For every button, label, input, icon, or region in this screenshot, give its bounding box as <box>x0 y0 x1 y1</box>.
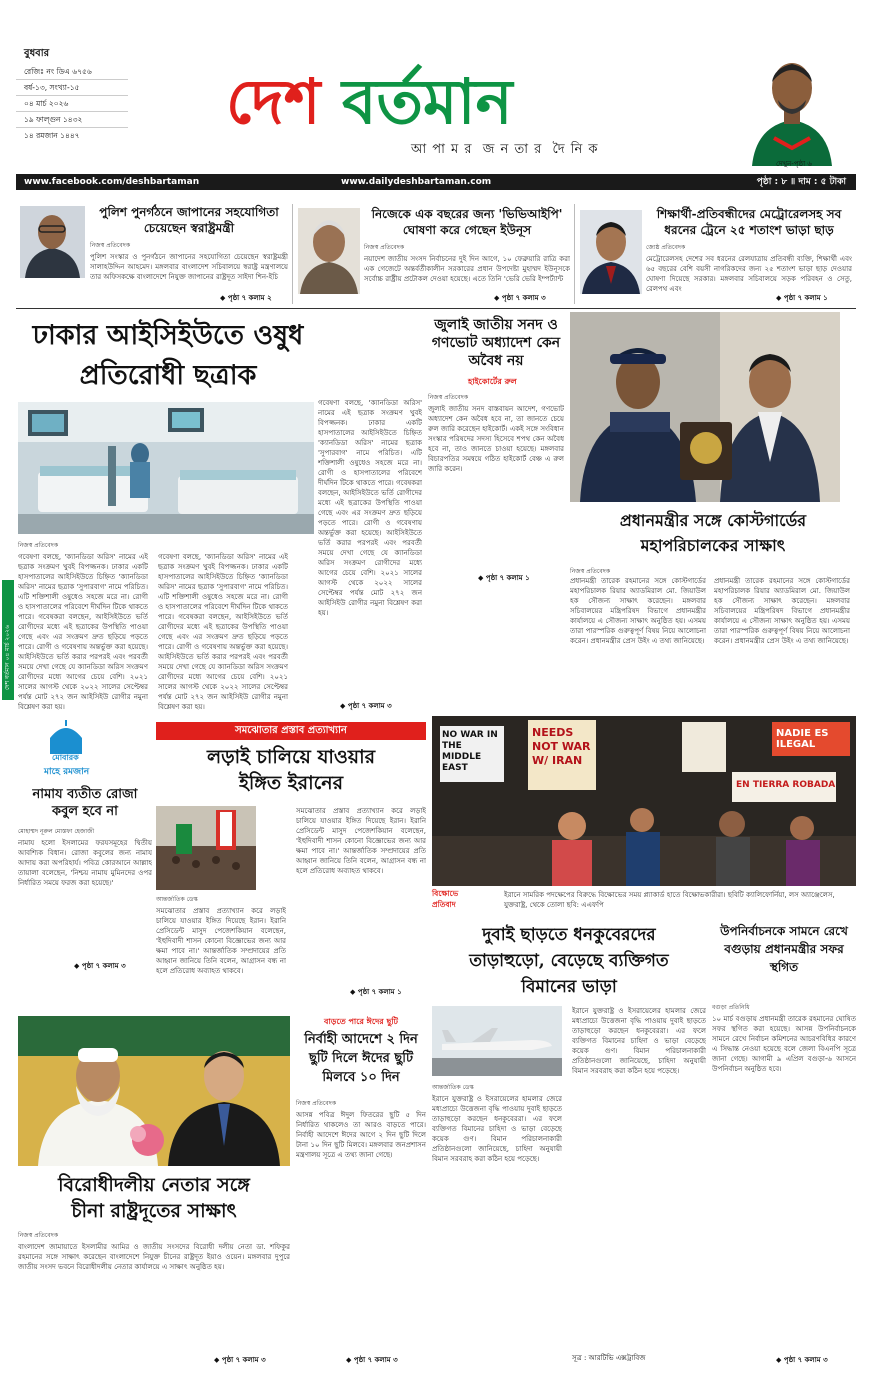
body-text-col2: প্রধানমন্ত্রী তারেক রহমানের সঙ্গে কোস্টগার্ডের মহাপরিচালক রিয়ার অ্যাডমিরাল মো. জিয়াউল হক সৌজন্য সাক্ষাৎ করেছেন। মঙ্গলবার সচিবালয়ের মন্ত্রিপরিষদ বিভাগে প্রধানমন্ত্রীর কার্যালয়ে এ সৌজন্য সাক্ষাৎ অনুষ্ঠিত হয়। এসময় তারা পারস্পরিক গুরুত্বপূর্ণ বিষয় নিয়ে আলোচনা করেন। প্রধানমন্ত্রীর প্রেস উইং এ তথ্য জানিয়েছে। <box>714 577 850 645</box>
coastguard-headline[interactable] <box>570 508 856 558</box>
reporter: নিজস্ব প্রতিবেদক <box>296 1100 337 1107</box>
headline[interactable]: নিজেকে এক বছরের জন্য 'ভিভিআইপি' ঘোষণা করে গেছেন ইউনূস <box>371 207 563 237</box>
minister-photo <box>20 206 85 278</box>
headline-line: বিমানের ভাড়া <box>521 977 617 997</box>
day-label: বুধবার <box>24 48 50 59</box>
body-text: ১০ মার্চ বগুড়ায় প্রধানমন্ত্রী তারেক রহমানের ঘোষিত সফর স্থগিত করা হয়েছে। আসন্ন উপনির্বাচনকে সামনে রেখে নির্বাচন কমিশনের আচরণবিধির কারণে এ সিদ্ধান্ত নেওয়া হয়েছে বলে জেলা বিএনপি সূত্রে জানা গেছে। আগামী ৯ এপ্রিল বগুড়া-৬ আসনে উপনির্বাচন অনুষ্ঠিত হবে। <box>712 1015 856 1073</box>
see-page-label: দেখুন-পৃষ্ঠা ৬ <box>776 160 812 168</box>
source-line: সূত্র : আরটিভি এক্সট্রাবিজ <box>572 1354 646 1362</box>
lead-headline[interactable] <box>18 316 318 396</box>
placard-text-1: NO WAR IN THE MIDDLE EAST <box>442 730 498 773</box>
yunus-photo <box>298 208 360 294</box>
jump-text: পৃষ্ঠা ৭ কলাম ১ <box>485 574 530 582</box>
coastguard-photo <box>570 312 840 502</box>
info-bar <box>16 174 856 190</box>
headline-line: বিরোধীদলীয় নেতার সঙ্গে <box>58 1174 250 1196</box>
headline[interactable]: নামায ব্যতীত রোজা কবুল হবে না <box>32 787 138 819</box>
website-link[interactable]: www.dailydeshbartaman.com <box>341 177 492 187</box>
iran-rally-photo <box>156 806 256 890</box>
date-block <box>16 64 128 143</box>
headline-line: তাড়াহুড়ো, বেড়েছে ব্যক্তিগত <box>469 951 669 971</box>
volume-number: বর্ষ-১৩, সংখ্যা-১৫ <box>16 80 128 96</box>
body-text: জুলাই জাতীয় সনদ বাস্তবায়ন আদেশ, গণভোট অধ্যাদেশ কেন অবৈধ হবে না, তা জানতে চেয়ে রুল জারি করেছেন হাইকোর্ট। একই সঙ্গে সংবিধান সংস্কার পরিষদের সদস্য হিসেবে শপথ কেন অবৈধ হবে না, তাও জানতে চাওয়া হয়েছে। মঙ্গলবার বিচারপতির সমন্বয়ে গঠিত হাইকোর্ট বেঞ্চ এ রুল জারি করেন। <box>428 405 564 473</box>
jump-line[interactable]: ◆ পৃষ্ঠা ৭ কলাম ৩ <box>776 1356 828 1364</box>
headline-line: ছুটি দিলে ঈদের ছুটি <box>308 1051 414 1066</box>
jump-line[interactable]: ◆ পৃষ্ঠা ৭ কলাম ১ <box>350 988 402 996</box>
photo-tag <box>432 888 498 912</box>
opposition-photo <box>18 1016 290 1166</box>
placard-text-2: NEEDS NOT WAR W/ IRAN <box>532 726 591 767</box>
kicker: বাড়তে পারে ঈদের ছুটি <box>324 1017 398 1026</box>
masthead <box>16 44 856 174</box>
eid-headline[interactable] <box>296 1030 426 1087</box>
icu-photo <box>18 402 314 534</box>
jump-text: পৃষ্ঠা ৭ কলাম ৩ <box>783 1356 828 1364</box>
headline-line: প্রতিরোধী ছত্রাক <box>79 360 257 391</box>
jump-text: পৃষ্ঠা ৭ কলাম ৩ <box>81 962 126 970</box>
headline-line: মিলবে ১০ দিন <box>322 1070 400 1085</box>
headline-line: চীনা রাষ্ট্রদূতের সাক্ষাৎ <box>71 1200 237 1222</box>
reporter: নিজস্ব প্রতিবেদক <box>428 394 469 401</box>
lead-body-col2: গবেষণা বলছে, 'ক্যানডিডা অরিস' নামের এই ছত্রাক সংক্রমণ খুবই বিপজ্জনক। ঢাকার একটি হাসপাতালের আইসিইউতে চিহ্নিত 'ক্যানডিডা অরিস' নামের ছত্রাক 'সুপারবাগ' নামে পরিচিত। এটি শক্তিশালী ওষুধেও সহজে মরে না। রোগী ও হাসপাতালের পরিবেশে দীর্ঘদিন টিকে থাকতে পারে। গবেষকরা বলছেন, আইসিইউতে ভর্তি রোগীদের মধ্যে এই ছত্রাকের উপস্থিতি পাওয়া গেছে এবং এর সংক্রমণ দ্রুত ছড়িয়ে পড়তে পারে। রোগী ও গবেষণায় অন্তর্ভুক্ত করা হয়েছে। আইসিইউতে ভর্তি করার পরপরই এবং পরবর্তী সময়ে দেখা গেছে যে ক্যানডিডা অরিস সংক্রমণ রোগীদের মধ্যে আগের চেয়ে বেশি। ২০২১ সালের আগস্ট থেকে ২০২২ সালের সেপ্টেম্বর পর্যন্ত মোট ২৭২ জন আইসিইউ রোগীর নমুনা বিশ্লেষণ করা হয়। <box>158 553 288 711</box>
jump-text: পৃষ্ঠা ৭ কলাম ২ <box>227 294 272 302</box>
jump-line[interactable]: ◆ পৃষ্ঠা ৭ কলাম ৩ <box>74 962 126 970</box>
photo-caption <box>504 890 854 910</box>
body-text: সমঝোতার প্রস্তাব প্রত্যাখ্যান করে লড়াই চালিয়ে যাওয়ার ইঙ্গিত দিয়েছে ইরান। ইরানি প্রেসিডেন্ট মাসুদ পেজেশকিয়ান বলেছেন, 'ইহুদিবাদী শাসন কোনো বিজ্ঞোভের জন্য আর ক্ষমা পাবে না।' আন্তর্জাতিক সম্প্রদায়ের প্রতি আহ্বান জানিয়ে তিনি বলেন, আগ্রাসন বন্ধ না হলে প্রতিরোধ অব্যাহত থাকবে। <box>156 907 286 975</box>
lead-body-col1: গবেষণা বলছে, 'ক্যানডিডা অরিস' নামের এই ছত্রাক সংক্রমণ খুবই বিপজ্জনক। ঢাকার একটি হাসপাতালের আইসিইউতে চিহ্নিত 'ক্যানডিডা অরিস' নামের ছত্রাক 'সুপারবাগ' নামে পরিচিত। এটি শক্তিশালী ওষুধেও সহজে মরে না। রোগী ও হাসপাতালের পরিবেশে দীর্ঘদিন টিকে থাকতে পারে। গবেষকরা বলছেন, আইসিইউতে ভর্তি রোগীদের মধ্যে এই ছত্রাকের উপস্থিতি পাওয়া গেছে এবং এর সংক্রমণ দ্রুত ছড়িয়ে পড়তে পারে। রোগী ও গবেষণায় অন্তর্ভুক্ত করা হয়েছে। আইসিইউতে ভর্তি করার পরপরই এবং পরবর্তী সময়ে দেখা গেছে যে ক্যানডিডা অরিস সংক্রমণ রোগীদের মধ্যে আগের চেয়ে বেশি। ২০২১ সালের আগস্ট থেকে ২০২২ সালের সেপ্টেম্বর পর্যন্ত মোট ২৭২ জন আইসিইউ রোগীর নমুনা বিশ্লেষণ করা হয়। <box>18 553 148 711</box>
side-page-strip <box>2 580 14 700</box>
photo-credit: ছবি: এএফপি <box>566 901 604 909</box>
headline-line: লড়াই চালিয়ে যাওয়ার <box>206 746 376 768</box>
reporter: নিজস্ব প্রতিবেদক <box>18 542 59 549</box>
placard-text-4: EN TIERRA ROBADA <box>736 780 836 790</box>
cricketer-photo <box>744 48 840 166</box>
mosque-icon <box>46 718 86 754</box>
date-english: ০৪ মার্চ ২০২৬ <box>16 96 128 112</box>
ramadan-story[interactable] <box>18 786 152 986</box>
reporter: জ্যেষ্ঠ প্রতিবেদক <box>646 244 686 251</box>
iran-headline[interactable] <box>156 744 426 796</box>
headline-line: মহাপরিচালকের সাক্ষাৎ <box>640 536 786 555</box>
july-charter-story[interactable] <box>428 312 564 582</box>
jump-line[interactable]: ◆ পৃষ্ঠা ৭ কলাম ২ <box>220 294 272 302</box>
date-bengali: ১৯ ফাল্গুন ১৪৩২ <box>16 112 128 128</box>
ramadan-label-1: মোবারক <box>52 753 79 762</box>
reporter: নিজস্ব প্রতিবেদক <box>364 244 405 251</box>
separator-rule <box>16 308 856 309</box>
title-bartaman: বর্তমান <box>342 65 513 138</box>
headline-line: প্রধানমন্ত্রীর সঙ্গে কোস্টগার্ডের <box>619 511 807 530</box>
side-label: দেশ বর্তমান ০৪ মার্চ ২০২৬ <box>4 625 11 690</box>
jump-text: পৃষ্ঠা ৭ কলাম ৩ <box>347 702 392 710</box>
photo-tag-line: বিক্ষোভে <box>432 889 459 898</box>
lead-story[interactable] <box>18 312 422 712</box>
jump-text: পৃষ্ঠা ৭ কলাম ৩ <box>501 294 546 302</box>
body-text: বাংলাদেশ জামায়াতে ইসলামীর আমির ও জাতীয় সংসদের বিরোধী দলীয় নেতা ডা. শফিকুর রহমানের সঙ্গে সাক্ষাৎ করেছেন বাংলাদেশে নিযুক্ত চীনের রাষ্ট্রদূত ইয়াও ওয়েন। মঙ্গলবার দুপুরে জাতীয় সংসদ ভবনে বিরোধীদলীয় নেতার কার্যালয়ে এ সাক্ষাৎ অনুষ্ঠিত হয়। <box>18 1243 290 1271</box>
body-text: প্রধানমন্ত্রী তারেক রহমানের সঙ্গে কোস্টগার্ডের মহাপরিচালক রিয়ার অ্যাডমিরাল মো. জিয়াউল হক সৌজন্য সাক্ষাৎ করেছেন। মঙ্গলবার সচিবালয়ের মন্ত্রিপরিষদ বিভাগে প্রধানমন্ত্রীর কার্যালয়ে এ সৌজন্য সাক্ষাৎ অনুষ্ঠিত হয়। এসময় তারা পারস্পরিক গুরুত্বপূর্ণ বিষয় নিয়ে আলোচনা করেন। প্রধানমন্ত্রীর প্রেস উইং এ তথ্য জানিয়েছে। <box>570 577 706 645</box>
headline-line: নির্বাহী আদেশে ২ দিন <box>304 1032 418 1047</box>
caption-text: ইরানে সামরিক পদক্ষেপের বিরুদ্ধে বিক্ষোভের সময় প্ল্যাকার্ড হাতে বিক্ষোভকারীরা। ছবিটি ক্যালিফোর্নিয়া, লস অ্যাঞ্জেলেস, যুক্তরাষ্ট্র, থেকে তোলা <box>504 891 835 909</box>
ramadan-box <box>22 716 150 780</box>
reporter: নিজস্ব প্রতিবেদক <box>18 1232 59 1239</box>
dubai-story[interactable] <box>432 918 706 1374</box>
headline[interactable]: পুলিশ পুনর্গঠনে জাপানের সহযোগিতা চেয়েছেন স্বরাষ্ট্রমন্ত্রী <box>99 205 279 235</box>
jump-text: পৃষ্ঠা ৭ কলাম ১ <box>357 988 402 996</box>
headline[interactable]: শিক্ষার্থী-প্রতিবন্ধীদের মেট্রোরেলসহ সব ধরনের ট্রেনে ২৫ শতাংশ ভাড়া ছাড় <box>656 207 842 237</box>
reporter: নিজস্ব প্রতিবেদক <box>570 568 611 575</box>
ramadan-label-2: মাহে রমজান <box>44 767 90 777</box>
top-story-2[interactable] <box>298 200 570 310</box>
author: মোহাম্মদ নূরুল মোস্তফা হেজাজী <box>18 828 95 835</box>
coastguard-story[interactable] <box>570 312 856 712</box>
reporter: নিজস্ব প্রতিবেদক <box>90 242 131 249</box>
kicker-bar: সমঝোতার প্রস্তাব প্রত্যাখ্যান <box>156 722 426 740</box>
jump-line[interactable]: ◆ পৃষ্ঠা ৭ কলাম ১ <box>776 294 828 302</box>
reg-number: রেজিঃ নং ডিএ ৬৭৫৬ <box>16 64 128 80</box>
reporter: আন্তর্জাতিক ডেস্ক <box>432 1084 474 1091</box>
placard-text-3: NADIE ES ILEGAL <box>776 728 829 750</box>
headline-line: দুবাই ছাড়তে ধনকুবেরদের <box>482 925 656 945</box>
jump-line[interactable]: ◆ পৃষ্ঠা ৭ কলাম ১ <box>478 574 530 582</box>
divider <box>574 204 575 304</box>
opposition-headline[interactable] <box>18 1172 290 1224</box>
newspaper-title <box>226 62 686 142</box>
facebook-link[interactable]: www.facebook.com/deshbartaman <box>24 177 200 187</box>
private-jet-photo <box>432 1006 562 1076</box>
jump-text: পৃষ্ঠা ৭ কলাম ৩ <box>353 1356 398 1364</box>
official-photo <box>580 210 642 294</box>
jump-line[interactable]: ◆ পৃষ্ঠা ৭ কলাম ৩ <box>346 1356 398 1364</box>
title-desh: দেশ <box>226 65 321 138</box>
dubai-headline[interactable] <box>432 922 706 1000</box>
headline-line: ঢাকার আইসিইউতে ওষুধ <box>32 320 304 351</box>
photo-tag-line: প্রতিবাদ <box>432 900 456 909</box>
jump-text: পৃষ্ঠা ৭ কলাম ১ <box>783 294 828 302</box>
headline-line: ইঙ্গিত ইরানের <box>238 772 344 794</box>
protest-photo-block <box>432 716 856 914</box>
eid-story[interactable] <box>296 1016 426 1376</box>
jump-text: পৃষ্ঠা ৭ কলাম ৩ <box>221 1356 266 1364</box>
jump-line[interactable]: ◆ পৃষ্ঠা ৭ কলাম ৩ <box>494 294 546 302</box>
jump-line[interactable]: ◆ পৃষ্ঠা ৭ কলাম ৩ <box>214 1356 266 1364</box>
body-text: নামায হলো ইসলামের ফরযসমূহের দ্বিতীয় আবশ্যিক বিধান। রোজা কবুলের জন্য নামায আদায় করা অপরিহার্য। পবিত্র কোরআনে আল্লাহ তায়ালা বলেছেন, 'নিশ্চয় নামায মুমিনদের ওপর নির্ধারিত সময়ে ফরজ করা হয়েছে।' <box>18 839 152 887</box>
body-text: পুলিশ সংস্কার ও পুনর্গঠনে জাপানের সহযোগিতা চেয়েছেন স্বরাষ্ট্রমন্ত্রী সালাহউদ্দিন আহমেদ। মঙ্গলবার বাংলাদেশ সচিবালয়ে স্বরাষ্ট্র মন্ত্রণালয়ে তার অফিসকক্ষে বাংলাদেশে নিযুক্ত জাপানের রাষ্ট্রদূত সাইদা শিন-ইচি <box>90 253 288 281</box>
price-label: পৃষ্ঠা : ৮ ॥ দাম : ৫ টাকা <box>756 177 846 187</box>
headline[interactable]: জুলাই জাতীয় সনদ ও গণভোট অধ্যাদেশ কেন অবৈধ নয় <box>431 317 561 369</box>
kicker: হাইকোর্টের রুল <box>468 377 517 386</box>
jump-line[interactable]: ◆ পৃষ্ঠা ৭ কলাম ৩ <box>340 702 392 710</box>
body-text: আসন্ন পবিত্র ঈদুল ফিতরের ছুটি ৫ দিন নির্ধারিত থাকলেও তা আরও বাড়তে পারে। নির্বাহী আদেশে ঈদের আগে ২ দিন ছুটি দিলে টানা ১০ দিন ছুটি মিলবে। মঙ্গলবার জনপ্রশাসন মন্ত্রণালয় সূত্রে এ তথ্য জানা গেছে। <box>296 1111 426 1159</box>
lead-body-col3: গবেষণা বলছে, 'ক্যানডিডা অরিস' নামের এই ছত্রাক সংক্রমণ খুবই বিপজ্জনক। ঢাকার একটি হাসপাতালের আইসিইউতে চিহ্নিত 'ক্যানডিডা অরিস' নামের ছত্রাক 'সুপারবাগ' নামে পরিচিত। এটি শক্তিশালী ওষুধেও সহজে মরে না। রোগী ও হাসপাতালের পরিবেশে দীর্ঘদিন টিকে থাকতে পারে। গবেষকরা বলছেন, আইসিইউতে ভর্তি রোগীদের মধ্যে এই ছত্রাকের উপস্থিতি পাওয়া গেছে এবং এর সংক্রমণ দ্রুত ছড়িয়ে পড়তে পারে। রোগী ও গবেষণায় অন্তর্ভুক্ত করা হয়েছে। আইসিইউতে ভর্তি করার পরপরই এবং পরবর্তী সময়ে দেখা গেছে যে ক্যানডিডা অরিস সংক্রমণ রোগীদের মধ্যে আগের চেয়ে বেশি। ২০২১ সালের আগস্ট থেকে ২০২২ সালের সেপ্টেম্বর পর্যন্ত মোট ২৭২ জন আইসিইউ রোগীর নমুনা বিশ্লেষণ করা হয়। <box>318 399 422 617</box>
body-text-col2: সমঝোতার প্রস্তাব প্রত্যাখ্যান করে লড়াই চালিয়ে যাওয়ার ইঙ্গিত দিয়েছে ইরান। ইরানি প্রেসিডেন্ট মাসুদ পেজেশকিয়ান বলেছেন, 'ইহুদিবাদী শাসন কোনো বিজ্ঞোভের জন্য আর ক্ষমা পাবে না।' আন্তর্জাতিক সম্প্রদায়ের প্রতি আহ্বান জানিয়ে তিনি বলেন, আগ্রাসন বন্ধ না হলে প্রতিরোধ অব্যাহত থাকবে। <box>296 807 426 875</box>
iran-story[interactable] <box>156 722 426 1002</box>
top-story-3[interactable] <box>580 200 852 310</box>
body-text: নয়াদেশ জাতীয় সংসদ নির্বাচনের দুই দিন আগে, ১০ ফেব্রুয়ারি রাত্রি করা এক গেজেটে অন্তর্বর্তীকালীন সরকারের প্রধান উপদেষ্টা মুহাম্মদ ইউনূসকে সর্বোচ্চ রাষ্ট্রীয় প্রটোকল দেওয়া হয়েছে। এতে তিনি 'ভেরি ভেরি ইম্পর্ট্যান্ট <box>364 255 570 283</box>
top-story-1[interactable] <box>20 200 288 310</box>
protest-photo <box>432 716 856 886</box>
opposition-story[interactable] <box>18 1016 290 1376</box>
headline[interactable]: উপনির্বাচনকে সামনে রেখে বগুড়ায় প্রধানমন্ত্রীর সফর স্থগিত <box>720 924 848 974</box>
reporter: আন্তর্জাতিক ডেস্ক <box>156 896 198 903</box>
by-election-story[interactable] <box>712 918 856 1374</box>
date-hijri: ১৪ রমজান ১৪৪৭ <box>24 131 80 140</box>
reporter: বগুড়া প্রতিনিধি <box>712 1004 750 1011</box>
body-text-col2: ইরানে যুক্তরাষ্ট্র ও ইসরায়েলের হামলার জেরে মধ্যপ্রাচ্যে উত্তেজনা বৃদ্ধি পাওয়ায় দুবাই ছাড়তে তাড়াহুড়ো করছেন ধনকুবেররা। এর ফলে ব্যক্তিগত বিমানের চাহিদা ও ভাড়া বেড়েছে কয়েক গুণ। বিমান পরিচালনাকারী প্রতিষ্ঠানগুলো জানিয়েছে, চাহিদা অনুযায়ী বিমান সরবরাহ করা কঠিন হয়ে পড়েছে। <box>572 1007 706 1075</box>
tagline: আ পা ম র জ ন তা র দৈ নি ক <box>411 142 599 157</box>
body-text: মেট্রোরেলসহ দেশের সব ধরনের রেলযাত্রায় প্রতিবন্ধী ব্যক্তি, শিক্ষার্থী এবং ৬৫ বছরের বেশি বয়সী নাগরিকদের জন্য ২৫ শতাংশ ভাড়া ছাড় দেওয়ার ঘোষণা দিয়েছে সরকার। মঙ্গলবার সচিবালয়ে সড়ক পরিবহন ও সেতু, রেলপথ এবং <box>646 255 852 293</box>
divider <box>292 204 293 304</box>
body-text: ইরানে যুক্তরাষ্ট্র ও ইসরায়েলের হামলার জেরে মধ্যপ্রাচ্যে উত্তেজনা বৃদ্ধি পাওয়ায় দুবাই ছাড়তে তাড়াহুড়ো করছেন ধনকুবেররা। এর ফলে ব্যক্তিগত বিমানের চাহিদা ও ভাড়া বেড়েছে কয়েক গুণ। বিমান পরিচালনাকারী প্রতিষ্ঠানগুলো জানিয়েছে, চাহিদা অনুযায়ী বিমান সরবরাহ করা কঠিন হয়ে পড়েছে। <box>432 1095 562 1163</box>
